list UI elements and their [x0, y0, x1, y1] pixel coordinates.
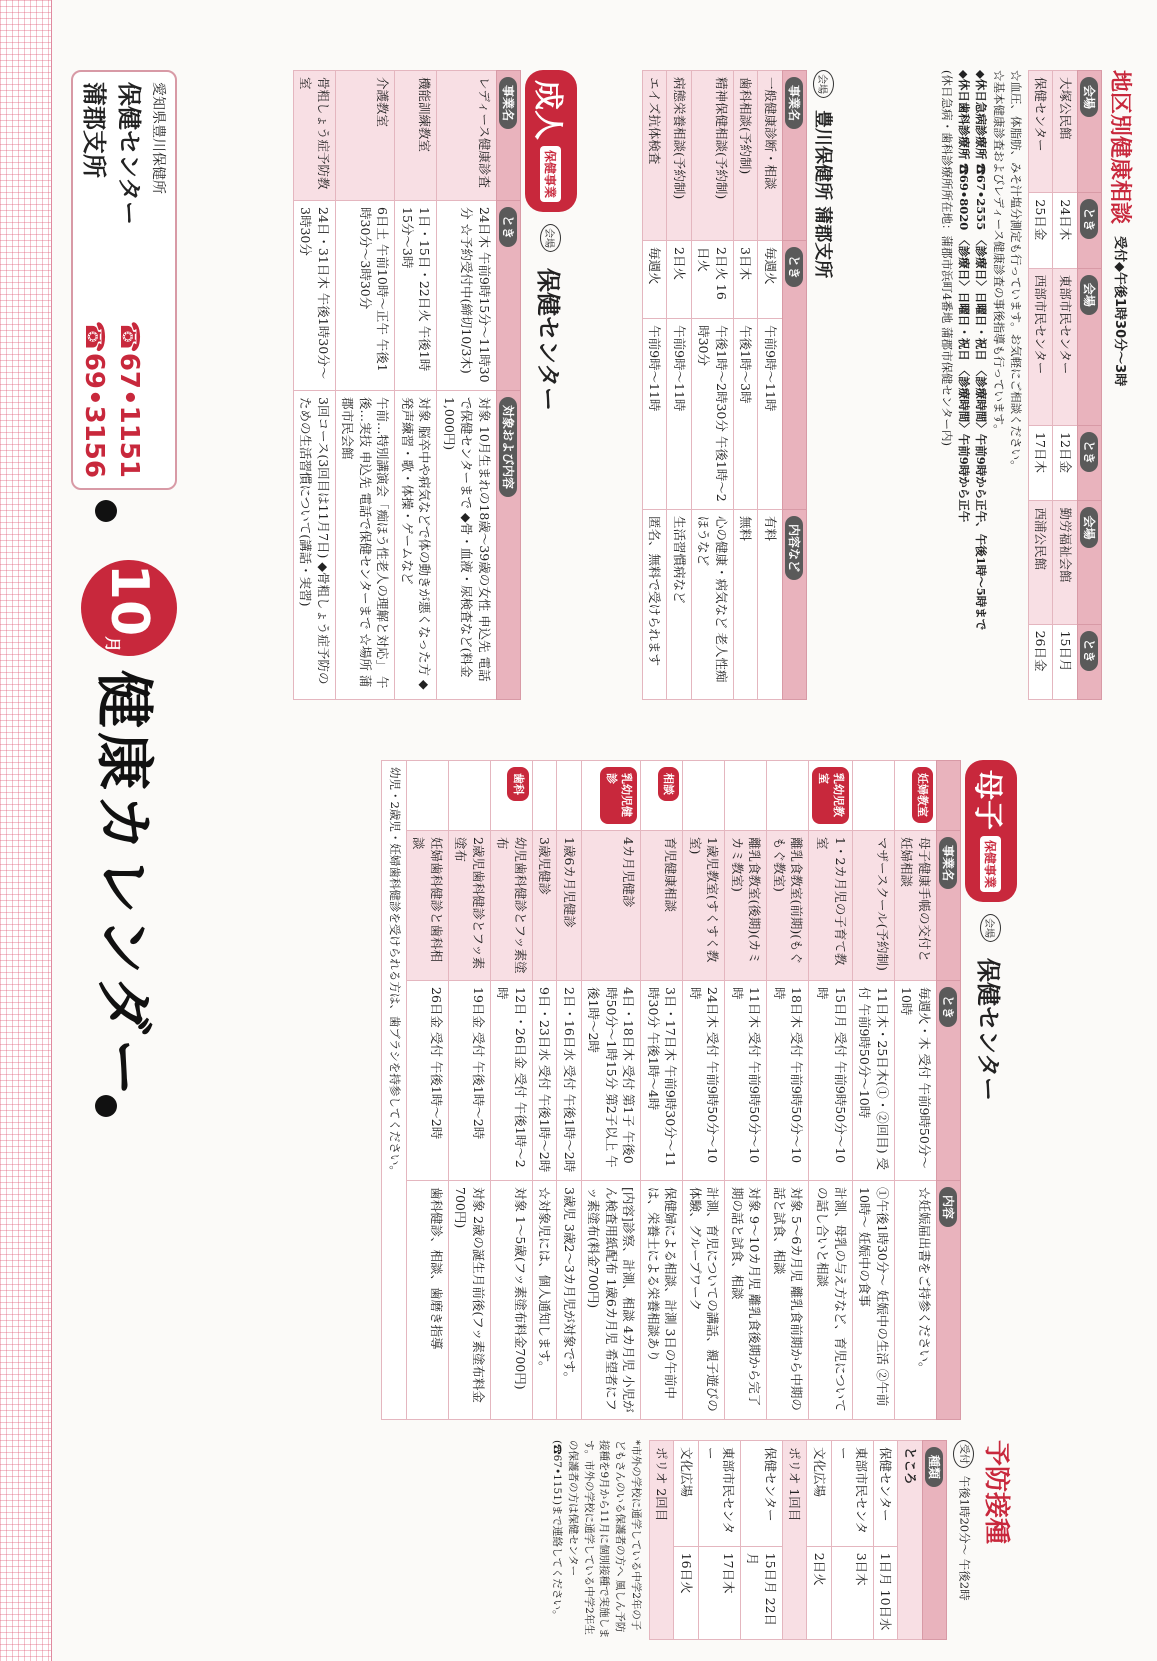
vaccine-place: 保健センター [741, 1441, 783, 1547]
program-name: 精神保健相談(予約制) [692, 71, 734, 241]
vaccine-place: 東部市民センター [699, 1441, 741, 1547]
table-row [725, 761, 767, 1420]
program-content: 生活習慣病など [667, 509, 692, 699]
program-name: 離乳食教室(前期)(もぐもぐ教室) [767, 831, 809, 981]
vaccine-note: *市外の学校に通学している中学2年の子どもさんのいる保護者の方へ 風しん予防接種を9月から11月に個別接種で実施します。市外の学校に通学している中学2年生の保護者の方は保健センター(☎67•1151)まで連絡してください。 [551, 1440, 642, 1639]
program-name: 介護教室 [336, 71, 396, 201]
program-when: 4日・18日木 受付 第1子 午後0時50分〜1時15分 第2子以上 午後1時〜2時 [581, 981, 641, 1181]
district-table [1028, 70, 1102, 700]
program-name: 病態栄養相談(予約制) [667, 71, 692, 241]
district-section [938, 70, 1137, 700]
program-name: レディース健康診査 [437, 71, 497, 201]
program-time: 午後1時〜2時30分 午後1時〜2時30分 [692, 319, 734, 510]
table-row [758, 71, 783, 700]
program-content: 対象 1〜5歳(フッ素塗布料金700円) [490, 1181, 532, 1420]
table-row [692, 71, 734, 700]
header-cell: 内容など [785, 516, 803, 580]
district-venue: 保健センター [1029, 71, 1054, 193]
header-cell: 会場 [1080, 77, 1098, 117]
center-name: 保健センター [115, 82, 143, 226]
table-row [643, 71, 668, 700]
program-content: 有料 [758, 509, 783, 699]
program-day: 2日火 [667, 241, 692, 319]
program-content: 3歳児 3歳2〜3カ月児が対象です。 [557, 1181, 582, 1420]
vaccine-type: ポリオ 2回目 [650, 1441, 675, 1640]
district-date: 17日木 [1029, 426, 1054, 501]
program-when: 26日金 受付 午後1時〜2時 [406, 981, 448, 1181]
header-cell: 事業名 [785, 77, 803, 129]
vaccine-date: 17日木 [699, 1546, 741, 1639]
program-name: 妊婦歯科健診と歯科相談 [406, 831, 448, 981]
program-when: 9日・23日水 受付 午後1時〜2時 [532, 981, 557, 1181]
program-name: 離乳食教室(後期)(カミカミ教室) [725, 831, 767, 981]
table-row [674, 1441, 699, 1640]
month-number: 10 [99, 563, 159, 637]
table-row [581, 761, 641, 1420]
program-day: 毎週火 [643, 241, 668, 319]
program-content: 午前…特別講演会「痴ほう性老人の理解と対応」 午後…実技 申込先 電話で保健センターまで ☆場所 蒲郡市民会館 [336, 391, 396, 700]
month-badge [81, 560, 177, 656]
program-content: 匿名、無料で受けられます [643, 509, 668, 699]
table-row [683, 761, 725, 1420]
holiday-address: (休日急病・歯科診療所所在地：蒲郡市浜町4番地 蒲郡市保健センター内) [940, 70, 954, 446]
place-header: ところ [903, 1447, 918, 1485]
district-note: ☆血圧、体脂肪、みそ汁塩分測定も行っています。お気軽にご相談ください。 [1009, 70, 1023, 472]
program-day: 2日火 16日火 [692, 241, 734, 319]
header-cell: とき [499, 207, 517, 247]
table-row [336, 71, 396, 700]
header-cell: 事業名 [499, 77, 517, 129]
program-name: 1歳6カ月児健診 [557, 831, 582, 981]
program-name: 1歳児教室(すくすく教室) [683, 831, 725, 981]
contact-box [71, 70, 177, 490]
district-date: 15日月 [1053, 624, 1078, 699]
vaccine-place: 文化広場 [674, 1441, 699, 1547]
district-date: 24日木 [1053, 193, 1078, 268]
program-when: 15日月 受付 午前9時50分〜10時 [809, 981, 853, 1181]
table-row [667, 71, 692, 700]
program-name: 育児健康相談 [641, 831, 683, 981]
program-when: 24日木 受付 午前9時50分〜10時 [683, 981, 725, 1181]
maternal-badge-title: 母子 [970, 770, 1005, 830]
program-when: 3日・17日木 午前9時30分〜11時30分 午後1時〜4時 [641, 981, 683, 1181]
adult-section [293, 70, 577, 700]
table-row [382, 761, 406, 1420]
district-date: 25日金 [1029, 193, 1054, 268]
header-cell: 対象および内容 [499, 397, 517, 497]
program-when: 11日木 受付 午前9時50分〜10時 [725, 981, 767, 1181]
program-content: 対象 5〜6カ月児 離乳食前期から中期の話と試食、相談 [767, 1181, 809, 1420]
program-content: 計測、母乳の与え方など、育児についての話し合いと相談 [809, 1181, 853, 1420]
program-content: 保健婦による相談、計測 3日の午前中は、栄養士による栄養相談あり [641, 1181, 683, 1420]
margin-grid [0, 0, 52, 1661]
hole-dot [95, 500, 117, 522]
table-row [853, 761, 895, 1420]
program-content: 対象 10月生まれの18歳〜39歳の女性 申込先 電話で保健センターまで ◆骨・血液・尿検査など(料金1,000円) [437, 391, 497, 700]
maternal-badge [965, 760, 1017, 902]
table-row [294, 71, 336, 700]
table-row [406, 761, 448, 1420]
table-row [490, 761, 532, 1420]
table-row [741, 1441, 783, 1640]
program-when: 24日木 午前9時15分〜11時30分 ☆予約受付中(締切10/3木) [437, 201, 497, 391]
category-badge: 相談 [658, 767, 679, 801]
program-when: 18日木 受付 午前9時50分〜10時 [767, 981, 809, 1181]
program-content: 対象 脳卒中や病気などで体の動きが悪くなった方 ◆発声練習・歌・体操・ゲームなど [395, 391, 437, 700]
program-when: 12日・26日金 受付 午後1時〜2時 [490, 981, 532, 1181]
program-day: 毎週火 [758, 241, 783, 319]
program-name: 1・2カ月児の子育て教室 [809, 831, 853, 981]
table-row [895, 761, 937, 1420]
district-venue: 西浦公民館 [1029, 501, 1054, 624]
header-cell: とき [1080, 631, 1098, 671]
district-date: 26日金 [1029, 624, 1054, 699]
header-cell: 事業名 [939, 837, 957, 889]
program-content: 対象 2歳の誕生月前後(フッ素塗布料金700円) [448, 1181, 490, 1420]
maternal-badge-sub: 保健事業 [981, 836, 1002, 892]
adult-badge-sub: 保健事業 [541, 146, 562, 202]
vaccine-date: 2日火 [807, 1546, 832, 1639]
program-when: 2日・16日水 受付 午後1時〜2時 [557, 981, 582, 1181]
rotated-content [52, 0, 1157, 1661]
table-row [807, 1441, 832, 1640]
table-row [395, 71, 437, 700]
program-time: 午前9時〜11時 [758, 319, 783, 510]
program-name: マザースクール(予約制) [853, 831, 895, 981]
table-row [1029, 71, 1054, 700]
program-content: 歯科健診、相談、歯磨き指導 [406, 1181, 448, 1420]
table-row [1053, 71, 1078, 700]
district-venue: 東部市民センター [1053, 268, 1078, 425]
holiday-clinic: ◆休日急病診療所 ☎67•2555 〈診療日〉日曜日・祝日 〈診療時間〉午前9時から正午、午後1時〜5時まで [974, 70, 989, 631]
vaccine-date: 16日火 [674, 1546, 699, 1639]
vaccine-place: 保健センター [874, 1441, 899, 1547]
program-content: ☆妊娠届出書をご持参ください。 [895, 1181, 937, 1420]
reception-tag: 受付 [953, 1440, 974, 1468]
district-note: ☆基本健康診査およびレディース健康診査の事後指導も行っています。 [991, 70, 1006, 436]
header-cell: 種類 [925, 1447, 943, 1487]
program-content: 心の健康・病気など 老人性痴ほうなど [692, 509, 734, 699]
vaccine-section [549, 1440, 1018, 1640]
program-name: 機能訓練教室 [395, 71, 437, 201]
vaccine-type: ポリオ 1回目 [783, 1441, 808, 1640]
adult-table [293, 70, 521, 700]
table-row [734, 71, 759, 700]
month-unit: 月 [103, 636, 123, 653]
district-venue: 勤労福祉会館 [1053, 501, 1078, 624]
category-badge: 妊婦教室 [912, 767, 933, 823]
table-row [809, 761, 853, 1420]
maternal-section [381, 760, 1017, 1420]
table-row [767, 761, 809, 1420]
district-venue: 大塚公民館 [1053, 71, 1078, 193]
program-content: 無料 [734, 509, 759, 699]
gamagori-section [642, 70, 837, 700]
program-name: エイズ抗体検査 [643, 71, 668, 241]
vaccine-place: 文化広場 [807, 1441, 832, 1547]
gamagori-venue: 豊川保健所 蒲郡支所 [812, 110, 833, 279]
table-row [448, 761, 490, 1420]
header [81, 560, 177, 1100]
program-name: 幼児歯科健診とフッ素塗布 [490, 831, 532, 981]
maternal-table [381, 760, 961, 1420]
program-time: 午前9時〜11時 [643, 319, 668, 510]
program-when: 1日・15日・22日火 午後1時15分〜3時 [395, 201, 437, 391]
program-name: 2歳児歯科健診とフッ素塗布 [448, 831, 490, 981]
branch-tel: ☎69•3156 [79, 320, 109, 478]
program-name: 骨粗しょう症予防教室 [294, 71, 336, 201]
district-date: 12日金 [1053, 426, 1078, 501]
vaccine-title: 予防接種 [981, 1440, 1011, 1545]
district-venue: 西部市民センター [1029, 268, 1054, 425]
header-cell: とき [1080, 199, 1098, 239]
vaccine-date: 3日木 [832, 1546, 874, 1639]
district-reception: 受付◆午後1時30分〜3時 [1112, 236, 1127, 387]
vaccine-table [649, 1440, 947, 1640]
header-cell: 会場 [1080, 275, 1098, 315]
vaccine-date: 15日月 22日月 [741, 1546, 783, 1639]
header-cell: とき [1080, 432, 1098, 472]
holiday-dental: ◆休日歯科診療所 ☎69•8020 〈診療日〉日曜日・祝日 〈診療時間〉午前9時から正午 [957, 70, 972, 523]
header-cell: 会場 [1080, 507, 1098, 547]
program-when: 6日土 午前10時〜正午 午後1時30分〜3時30分 [336, 201, 396, 391]
venue-tag: 会場 [981, 914, 1002, 942]
page-title: 健康カレンダー [90, 670, 158, 1101]
category-badge: 乳幼児健診 [600, 767, 637, 824]
program-content: ①午後1時30分〜 妊娠中の生活 ②午前10時〜 妊娠中の食事 [853, 1181, 895, 1420]
program-when: 19日金 受付 午後1時〜2時 [448, 981, 490, 1181]
adult-venue: 保健センター [534, 268, 563, 412]
program-name: 母子健康手帳の交付と妊婦相談 [895, 831, 937, 981]
venue-tag: 会場 [541, 224, 562, 252]
program-name: 歯科相談(予約制) [734, 71, 759, 241]
vaccine-date: 1日月 10日水 [874, 1546, 899, 1639]
program-content: 対象 9〜10カ月児 離乳食後期から完了期の話と試食、相談 [725, 1181, 767, 1420]
program-name: 一般健康診断・相談 [758, 71, 783, 241]
district-title: 地区別健康相談 [1107, 70, 1132, 225]
program-content: 3回コース(3回目は11月7日) ◆骨粗しょう症予防のための生活習慣について(講話・実習) [294, 391, 336, 700]
page [52, 0, 1157, 1661]
branch-name: 蒲郡支所 [80, 82, 108, 178]
table-row [699, 1441, 741, 1640]
adult-badge-title: 成人 [530, 80, 565, 140]
program-name: 4カ月児健診 [581, 831, 641, 981]
table-row [557, 761, 582, 1420]
table-row [532, 761, 557, 1420]
header-cell: とき [785, 247, 803, 287]
header-cell: 内容 [939, 1187, 957, 1227]
program-when: 24日・31日木 午後1時30分〜3時30分 [294, 201, 336, 391]
table-row [832, 1441, 874, 1640]
table-row [874, 1441, 899, 1640]
gamagori-table [642, 70, 807, 700]
program-content: ☆対象児には、個人通知します。 [532, 1181, 557, 1420]
program-name: 3歳児健診 [532, 831, 557, 981]
table-row [641, 761, 683, 1420]
adult-badge [525, 70, 577, 212]
program-content: [内容]診察、計測、相談 4カ月児 小児がん検査用紙配布 1歳6カ月児 希望者にフッ素塗布(料金700円) [581, 1181, 641, 1420]
center-tel: ☎67•1151 [114, 320, 144, 478]
program-time: 午後1時〜3時 [734, 319, 759, 510]
program-content: 計測、育児についての講話、親子遊びの体験、グループワーク [683, 1181, 725, 1420]
program-time: 午前9時〜11時 [667, 319, 692, 510]
contact-org: 愛知県豊川保健所 [150, 82, 166, 194]
header-cell: とき [939, 987, 957, 1027]
program-day: 3日木 [734, 241, 759, 319]
maternal-note: 幼児・2歳児・妊婦歯科健診を受けられる方は、歯ブラシを持参してください。 [382, 761, 406, 1420]
table-row [437, 71, 497, 700]
venue-tag: 会場 [814, 70, 835, 98]
category-badge: 乳幼児教室 [812, 767, 849, 824]
program-when: 毎週火・木 受付 午前9時50分〜10時 [895, 981, 937, 1181]
maternal-venue: 保健センター [974, 958, 1003, 1102]
category-badge: 歯科 [507, 767, 528, 801]
vaccine-place: 東部市民センター [832, 1441, 874, 1547]
program-when: 11日木・25日木(①・②回目) 受付 午前9時50分〜10時 [853, 981, 895, 1181]
vaccine-reception: 午後1時20分〜 午後2時 [957, 1475, 972, 1601]
